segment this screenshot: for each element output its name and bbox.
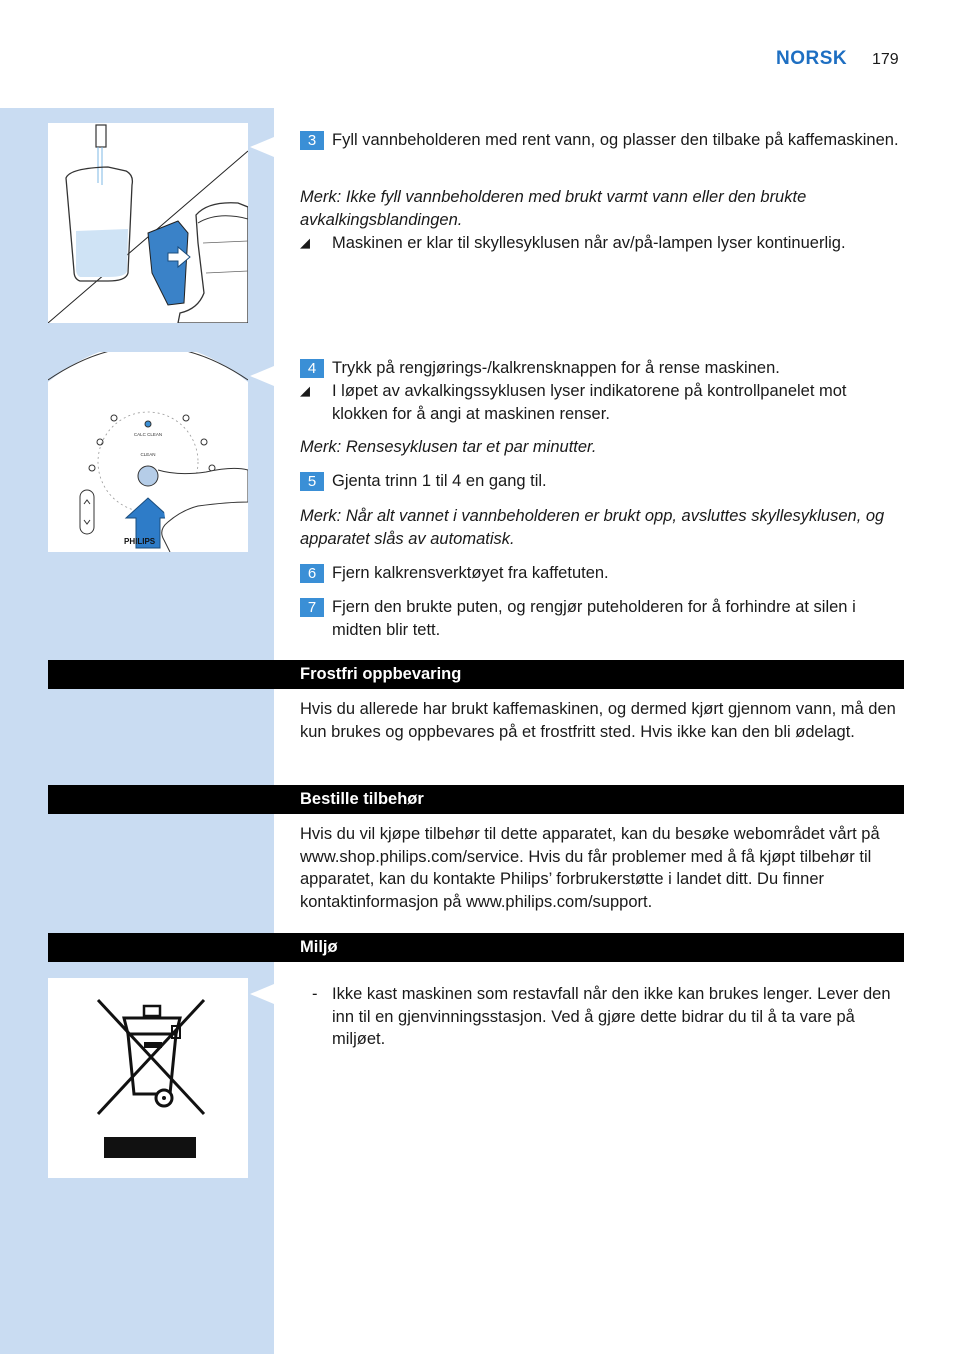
- note-text: Merk: Når alt vannet i vannbeholderen er brukt opp, avsluttes skyllesyklusen, og apparatet slås av automatisk.: [300, 507, 885, 548]
- step-text: Fyll vannbeholderen med rent vann, og plasser den tilbake på kaffemaskinen.: [332, 131, 899, 149]
- bullet-text: I løpet av avkalkingssyklusen lyser indikatorene på kontrollpanelet mot klokken for å angi at maskinen renser.: [332, 382, 847, 423]
- step-text: Trykk på rengjørings-/kalkrensknappen for å rense maskinen.: [332, 359, 780, 377]
- step-text: Gjenta trinn 1 til 4 en gang til.: [332, 472, 547, 490]
- section-body: Hvis du allerede har brukt kaffemaskinen, og dermed kjørt gjennom vann, må den kun brukes og oppbevares på et frostfritt sted. Hvis ikke kan den bli ødelagt.: [300, 700, 896, 741]
- step-number-badge: 7: [300, 598, 324, 617]
- brand-label: PHILIPS: [124, 537, 156, 546]
- step-text: Fjern den brukte puten, og rengjør puteholderen for å forhindre at silen i midten blir tett.: [332, 598, 856, 639]
- section-body: Ikke kast maskinen som restavfall når den ikke kan brukes lenger. Lever den inn til en gjenvinningsstasjon. Ved å gjøre dette bidrar du til å ta vare på miljøet.: [332, 985, 891, 1048]
- page-number: 179: [872, 51, 899, 68]
- figure-pointer: [250, 137, 274, 157]
- note-text: Merk: Ikke fyll vannbeholderen med brukt varmt vann eller den brukte avkalkingsblandingen.: [300, 188, 807, 229]
- step-number-badge: 5: [300, 472, 324, 491]
- step-text: Fjern kalkrensverktøyet fra kaffetuten.: [332, 564, 609, 582]
- section-heading-bar: [48, 785, 904, 814]
- section-heading-bar: [48, 660, 904, 689]
- dash-bullet: -: [312, 985, 318, 1003]
- crossed-out-wheelie-bin-icon: [48, 978, 248, 1178]
- section-body: Hvis du vil kjøpe tilbehør til dette apparatet, kan du besøke webområdet vårt på www.shop.philips.com/service. Hvis du får problemer med å få kjøpt tilbehør til apparatet, kan du kontakte Philips’ forbrukerstøtte i landet ditt. Du finner kontaktinformasjon på www.philips.com/support.: [300, 825, 880, 911]
- section-heading-bar: [48, 933, 904, 962]
- step-number-badge: 4: [300, 359, 324, 378]
- clean-label: CLEAN: [140, 452, 156, 457]
- calc-clean-label: CALC CLEAN: [133, 432, 163, 437]
- step-number-badge: 6: [300, 564, 324, 583]
- figure-pointer: [250, 984, 274, 1004]
- section-heading: Bestille tilbehør: [300, 790, 424, 808]
- triangle-bullet-icon: ◢: [300, 235, 310, 250]
- triangle-bullet-icon: ◢: [300, 383, 310, 398]
- section-heading: Frostfri oppbevaring: [300, 665, 462, 683]
- step-number-badge: 3: [300, 131, 324, 150]
- water-tank-refill-illustration: [48, 123, 248, 323]
- section-heading: Miljø: [300, 938, 338, 956]
- language-label: NORSK: [776, 48, 848, 69]
- control-panel-press-illustration: [48, 352, 248, 552]
- note-text: Merk: Rensesyklusen tar et par minutter.: [300, 438, 597, 456]
- figure-pointer: [250, 366, 274, 386]
- bullet-text: Maskinen er klar til skyllesyklusen når av/på-lampen lyser kontinuerlig.: [332, 234, 846, 252]
